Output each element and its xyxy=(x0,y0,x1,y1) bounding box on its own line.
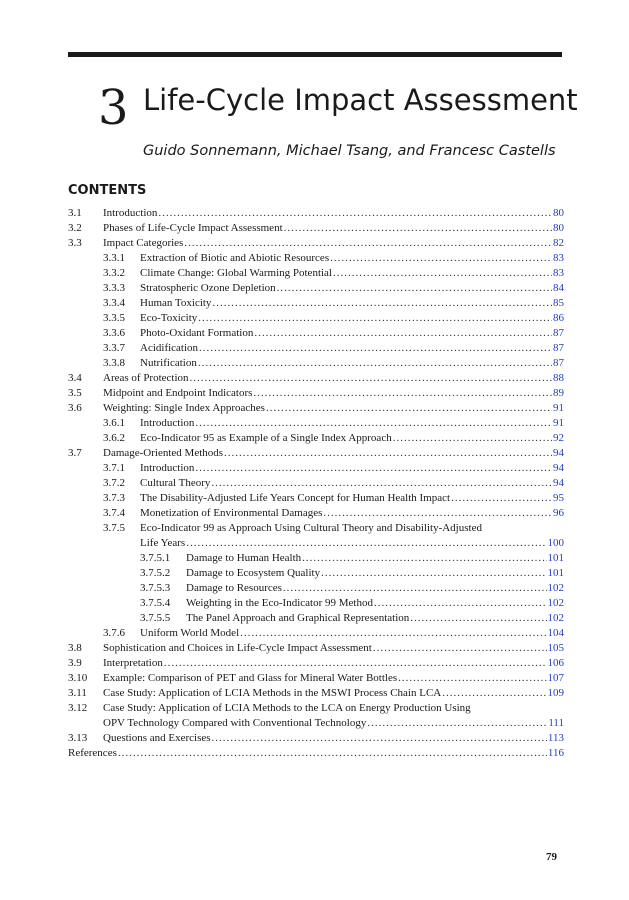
toc-entry[interactable] xyxy=(140,356,564,371)
toc-entry[interactable] xyxy=(186,596,564,611)
toc-entry-title: The Panel Approach and Graphical Representation xyxy=(186,612,410,624)
toc-entry[interactable] xyxy=(103,221,564,236)
toc-entry[interactable] xyxy=(103,656,564,671)
toc-row xyxy=(68,296,564,311)
toc-section-number: 3.7.5 xyxy=(103,522,125,534)
toc-row xyxy=(68,611,564,626)
toc-row xyxy=(68,551,564,566)
toc-row xyxy=(68,731,564,746)
toc-section-number: 3.6 xyxy=(68,402,82,414)
toc-section-number: 3.7.5.5 xyxy=(140,612,171,624)
toc-entry-title: Areas of Protection xyxy=(103,372,189,384)
toc-row xyxy=(68,581,564,596)
toc-leader-dots xyxy=(373,641,547,656)
toc-leader-dots xyxy=(451,491,552,506)
toc-page-link[interactable]: 101 xyxy=(547,552,564,564)
toc-page-link[interactable]: 105 xyxy=(547,642,564,654)
toc-row xyxy=(68,251,564,266)
toc-leader-dots xyxy=(398,671,546,686)
toc-leader-dots xyxy=(212,296,552,311)
toc-row xyxy=(68,716,564,731)
toc-leader-dots xyxy=(393,431,552,446)
toc-section-number: 3.11 xyxy=(68,687,87,699)
toc-page-link[interactable]: 102 xyxy=(547,597,564,609)
toc-entry-title: Extraction of Biotic and Abiotic Resources xyxy=(140,252,330,264)
toc-row xyxy=(68,656,564,671)
toc-entry[interactable] xyxy=(186,551,564,566)
toc-entry-title: Monetization of Environmental Damages xyxy=(140,507,323,519)
toc-entry[interactable] xyxy=(140,431,564,446)
toc-entry-title: Uniform World Model xyxy=(140,627,240,639)
toc-section-number: 3.8 xyxy=(68,642,82,654)
toc-row xyxy=(68,596,564,611)
toc-row xyxy=(68,236,564,251)
toc-row xyxy=(68,641,564,656)
toc-leader-dots xyxy=(283,581,547,596)
toc-page-link[interactable]: 89 xyxy=(553,387,564,399)
toc-section-number: 3.2 xyxy=(68,222,82,234)
toc-entry-title: Damage to Human Health xyxy=(186,552,302,564)
toc-leader-dots xyxy=(254,326,552,341)
toc-entry[interactable] xyxy=(103,671,564,686)
toc-entry-title: Weighting: Single Index Approaches xyxy=(103,402,265,414)
toc-page-link[interactable]: 88 xyxy=(553,372,564,384)
toc-leader-dots xyxy=(195,461,552,476)
toc-entry[interactable] xyxy=(103,206,564,221)
toc-leader-dots xyxy=(186,536,546,551)
toc-entry[interactable] xyxy=(140,536,564,551)
toc-entry[interactable] xyxy=(140,326,564,341)
toc-entry-title: Interpretation xyxy=(103,657,163,669)
toc-page-link[interactable]: 87 xyxy=(553,327,564,339)
toc-leader-dots xyxy=(302,551,546,566)
toc-section-number: 3.7.6 xyxy=(103,627,125,639)
toc-page-link[interactable]: 106 xyxy=(547,657,564,669)
toc-leader-dots xyxy=(212,731,547,746)
toc-row xyxy=(68,671,564,686)
toc-page-link[interactable]: 107 xyxy=(547,672,564,684)
toc-row xyxy=(68,266,564,281)
toc-leader-dots xyxy=(330,251,552,266)
toc-entry[interactable] xyxy=(103,641,564,656)
toc-entry[interactable] xyxy=(140,311,564,326)
toc-entry[interactable] xyxy=(140,521,564,536)
toc-section-number: 3.9 xyxy=(68,657,82,669)
toc-entry[interactable] xyxy=(103,371,564,386)
toc-row xyxy=(68,686,564,701)
toc-entry[interactable] xyxy=(140,341,564,356)
toc-section-number: 3.12 xyxy=(68,702,88,714)
toc-leader-dots xyxy=(198,356,552,371)
toc-leader-dots xyxy=(277,281,552,296)
toc-leader-dots xyxy=(333,266,552,281)
toc-row xyxy=(68,416,564,431)
toc-page-link[interactable]: 84 xyxy=(553,282,564,294)
toc-leader-dots xyxy=(284,221,552,236)
toc-section-number: 3.3.7 xyxy=(103,342,125,354)
contents-heading: CONTENTS xyxy=(68,183,147,198)
toc-leader-dots xyxy=(442,686,546,701)
toc-row xyxy=(68,386,564,401)
toc-row xyxy=(68,461,564,476)
toc-row xyxy=(68,281,564,296)
toc-section-number: 3.6.1 xyxy=(103,417,125,429)
toc-entry[interactable] xyxy=(140,296,564,311)
toc-section-number: 3.3.1 xyxy=(103,252,125,264)
toc-page-link[interactable]: 95 xyxy=(553,492,564,504)
toc-page-link[interactable]: 83 xyxy=(553,267,564,279)
toc-entry[interactable] xyxy=(103,731,564,746)
toc-page-link[interactable]: 94 xyxy=(553,462,564,474)
toc-page-link[interactable]: 87 xyxy=(553,357,564,369)
toc-row xyxy=(68,356,564,371)
toc-entry[interactable] xyxy=(140,626,564,641)
toc-row xyxy=(68,341,564,356)
toc-row xyxy=(68,371,564,386)
toc-entry[interactable] xyxy=(103,401,564,416)
toc-entry[interactable] xyxy=(186,566,564,581)
toc-entry-title: Introduction xyxy=(140,462,195,474)
toc-row xyxy=(68,626,564,641)
toc-page-link[interactable]: 82 xyxy=(553,237,564,249)
toc-row xyxy=(68,506,564,521)
toc-entry-title: Life Years xyxy=(140,537,186,549)
toc-section-number: 3.7 xyxy=(68,447,82,459)
toc-section-number: 3.4 xyxy=(68,372,82,384)
toc-page-link[interactable]: 94 xyxy=(553,477,564,489)
toc-section-number: 3.7.5.3 xyxy=(140,582,171,594)
toc-entry-title: Example: Comparison of PET and Glass for Mineral Water Bottles xyxy=(103,672,398,684)
toc-row xyxy=(68,491,564,506)
toc-page-link[interactable]: 96 xyxy=(553,507,564,519)
toc-entry-title: Case Study: Application of LCIA Methods to the LCA on Energy Production Using xyxy=(103,702,471,714)
toc-leader-dots xyxy=(158,206,552,221)
toc-entry-title: Sophistication and Choices in Life-Cycle Impact Assessment xyxy=(103,642,372,654)
toc-leader-dots xyxy=(410,611,546,626)
toc-entry[interactable] xyxy=(103,716,564,731)
toc-entry-title: Stratospheric Ozone Depletion xyxy=(140,282,276,294)
toc-entry-title: Eco-Toxicity xyxy=(140,312,198,324)
toc-leader-dots xyxy=(211,476,552,491)
toc-section-number: 3.7.5.2 xyxy=(140,567,171,579)
toc-entry-title: Midpoint and Endpoint Indicators xyxy=(103,387,253,399)
toc-section-number: 3.7.3 xyxy=(103,492,125,504)
toc-section-number: 3.3.4 xyxy=(103,297,125,309)
toc-entry-title: Eco-Indicator 95 as Example of a Single Index Approach xyxy=(140,432,392,444)
toc-page-link[interactable]: 113 xyxy=(547,732,564,744)
toc-leader-dots xyxy=(184,236,552,251)
toc-section-number: 3.3.8 xyxy=(103,357,125,369)
toc-page-link[interactable]: 101 xyxy=(547,567,564,579)
toc-page-link[interactable]: 87 xyxy=(553,342,564,354)
toc-entry-title: Nutrification xyxy=(140,357,197,369)
toc-row xyxy=(68,566,564,581)
chapter-number: 3 xyxy=(98,80,129,136)
toc-entry-title: Eco-Indicator 99 as Approach Using Cultural Theory and Disability-Adjusted xyxy=(140,522,482,534)
toc-entry-title: Human Toxicity xyxy=(140,297,212,309)
toc-leader-dots xyxy=(198,311,552,326)
toc-page-link[interactable]: 92 xyxy=(553,432,564,444)
toc-leader-dots xyxy=(190,371,552,386)
toc-section-number: 3.7.5.4 xyxy=(140,597,171,609)
toc-section-number: 3.7.5.1 xyxy=(140,552,171,564)
toc-page-link[interactable]: 116 xyxy=(547,747,564,759)
chapter-title: Life-Cycle Impact Assessment xyxy=(143,83,578,117)
toc-entry-title: Damage to Resources xyxy=(186,582,282,594)
toc-entry-title: Introduction xyxy=(140,417,195,429)
toc-page-link[interactable]: 109 xyxy=(547,687,564,699)
toc-row xyxy=(68,206,564,221)
toc-leader-dots xyxy=(118,746,547,761)
toc-entry-title: Impact Categories xyxy=(103,237,184,249)
toc-section-number: 3.7.2 xyxy=(103,477,125,489)
toc-entry[interactable] xyxy=(140,281,564,296)
toc-row xyxy=(68,446,564,461)
toc-page-link[interactable]: 80 xyxy=(553,207,564,219)
toc-page-link[interactable]: 91 xyxy=(553,402,564,414)
toc-leader-dots xyxy=(374,596,547,611)
toc-entry[interactable] xyxy=(103,236,564,251)
toc-leader-dots xyxy=(321,566,546,581)
toc-row xyxy=(68,311,564,326)
chapter-top-rule xyxy=(68,52,562,57)
toc-section-number: 3.7.1 xyxy=(103,462,125,474)
toc-entry[interactable] xyxy=(140,491,564,506)
toc-section-number: 3.1 xyxy=(68,207,82,219)
toc-entry-title: Questions and Exercises xyxy=(103,732,211,744)
toc-page-link[interactable]: 111 xyxy=(548,717,564,729)
toc-entry-title: The Disability-Adjusted Life Years Concept for Human Health Impact xyxy=(140,492,451,504)
toc-leader-dots xyxy=(323,506,552,521)
toc-entry[interactable] xyxy=(140,416,564,431)
toc-section-number: 3.13 xyxy=(68,732,88,744)
toc-entry-title: Climate Change: Global Warming Potential xyxy=(140,267,332,279)
toc-entry-title: Phases of Life-Cycle Impact Assessment xyxy=(103,222,283,234)
chapter-authors: Guido Sonnemann, Michael Tsang, and Francesc Castells xyxy=(143,143,556,159)
toc-entry[interactable] xyxy=(186,611,564,626)
toc-entry-title: Damage to Ecosystem Quality xyxy=(186,567,321,579)
toc-entry-title: Case Study: Application of LCIA Methods in the MSWI Process Chain LCA xyxy=(103,687,442,699)
toc-entry[interactable] xyxy=(140,506,564,521)
toc-section-number: 3.3 xyxy=(68,237,82,249)
toc-section-number: 3.7.4 xyxy=(103,507,125,519)
toc-leader-dots xyxy=(164,656,547,671)
toc-row xyxy=(68,521,564,536)
toc-row xyxy=(68,221,564,236)
toc-page-link[interactable]: 100 xyxy=(547,537,564,549)
toc-section-number: 3.10 xyxy=(68,672,88,684)
toc-row xyxy=(68,476,564,491)
toc-entry[interactable] xyxy=(103,686,564,701)
toc-section-number: 3.3.3 xyxy=(103,282,125,294)
toc-section-number: 3.6.2 xyxy=(103,432,125,444)
toc-entry[interactable] xyxy=(140,266,564,281)
toc-entry-title: Acidification xyxy=(140,342,199,354)
page-number: 79 xyxy=(546,851,557,863)
table-of-contents xyxy=(68,206,564,761)
toc-leader-dots xyxy=(240,626,546,641)
toc-page-link[interactable]: 102 xyxy=(547,582,564,594)
toc-entry[interactable] xyxy=(103,386,564,401)
toc-leader-dots xyxy=(199,341,552,356)
toc-row xyxy=(68,701,564,716)
toc-entry[interactable] xyxy=(103,446,564,461)
toc-page-link[interactable]: 104 xyxy=(547,627,564,639)
toc-page-link[interactable]: 94 xyxy=(553,447,564,459)
toc-row xyxy=(68,326,564,341)
toc-page-link[interactable]: 91 xyxy=(553,417,564,429)
toc-entry-title: Photo-Oxidant Formation xyxy=(140,327,254,339)
toc-page-link[interactable]: 102 xyxy=(547,612,564,624)
toc-section-number: 3.5 xyxy=(68,387,82,399)
toc-section-number: 3.3.6 xyxy=(103,327,125,339)
toc-row xyxy=(68,746,564,761)
toc-entry-title: Cultural Theory xyxy=(140,477,211,489)
toc-section-number: 3.3.2 xyxy=(103,267,125,279)
toc-entry[interactable] xyxy=(186,581,564,596)
toc-entry-title: OPV Technology Compared with Conventional Technology xyxy=(103,717,367,729)
toc-entry[interactable] xyxy=(140,461,564,476)
toc-entry[interactable] xyxy=(140,251,564,266)
toc-entry[interactable] xyxy=(103,701,564,716)
toc-leader-dots xyxy=(266,401,552,416)
toc-page-link[interactable]: 86 xyxy=(553,312,564,324)
toc-section-number: 3.3.5 xyxy=(103,312,125,324)
toc-leader-dots xyxy=(195,416,552,431)
toc-leader-dots xyxy=(367,716,547,731)
toc-leader-dots xyxy=(224,446,552,461)
toc-page-link[interactable]: 80 xyxy=(553,222,564,234)
toc-entry-title: Weighting in the Eco-Indicator 99 Method xyxy=(186,597,373,609)
toc-row xyxy=(68,431,564,446)
toc-entry-title: Introduction xyxy=(103,207,158,219)
toc-page-link[interactable]: 85 xyxy=(553,297,564,309)
toc-leader-dots xyxy=(253,386,552,401)
toc-row xyxy=(68,536,564,551)
toc-entry[interactable] xyxy=(140,476,564,491)
toc-entry-title: References xyxy=(68,747,117,759)
toc-entry-title: Damage-Oriented Methods xyxy=(103,447,224,459)
toc-row xyxy=(68,401,564,416)
toc-page-link[interactable]: 83 xyxy=(553,252,564,264)
toc-entry[interactable] xyxy=(68,746,564,761)
